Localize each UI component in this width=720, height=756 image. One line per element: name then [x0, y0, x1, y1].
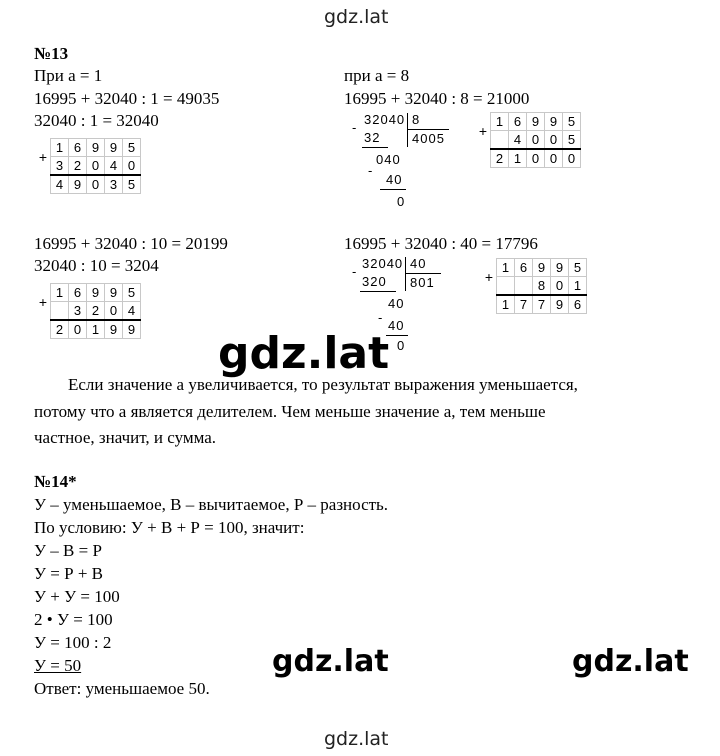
digit: 8	[533, 277, 551, 296]
digit: 1	[491, 113, 509, 131]
case1-expression: 16995 + 32040 : 1 = 49035	[34, 89, 220, 108]
digit: 1	[497, 259, 515, 277]
digit: 0	[123, 157, 141, 176]
result-digit: 2	[491, 149, 509, 168]
digit	[491, 131, 509, 150]
result-digit: 9	[69, 175, 87, 194]
result-digit: 0	[545, 149, 563, 168]
subtrahend: 40	[388, 318, 405, 333]
task14-title: №14*	[34, 472, 77, 491]
digit: 6	[509, 113, 527, 131]
subtrahend: 40	[386, 172, 403, 187]
digit: 9	[105, 284, 123, 302]
remainder: 0	[397, 194, 406, 209]
task14-line: 2 • У = 100	[34, 610, 113, 629]
case1-division: 32040 : 1 = 32040	[34, 111, 159, 130]
plus-sign: +	[38, 148, 48, 165]
case3-division: 32040 : 10 = 3204	[34, 256, 159, 275]
remainder: 0	[397, 338, 406, 353]
case2-expression: 16995 + 32040 : 8 = 21000	[344, 89, 530, 108]
case1-condition: При a = 1	[34, 66, 103, 85]
task14-line: По условию: У + В + Р = 100, значит:	[34, 518, 305, 537]
task14-line: У – уменьшаемое, В – вычитаемое, Р – разность.	[34, 495, 389, 514]
plus-sign: +	[478, 122, 488, 139]
result-digit: 0	[563, 149, 581, 168]
case4-column-addition	[482, 258, 587, 314]
result-digit: 1	[87, 320, 105, 339]
result-digit: 9	[105, 320, 123, 339]
result-digit: 5	[123, 175, 141, 194]
remainder: 40	[388, 296, 405, 311]
quotient: 801	[410, 275, 435, 290]
plus-sign: +	[38, 293, 48, 310]
digit: 3	[51, 157, 69, 176]
plus-sign: +	[484, 268, 494, 285]
digit: 4	[105, 157, 123, 176]
result-digit: 4	[51, 175, 69, 194]
minus-sign: -	[378, 310, 384, 325]
digit: 5	[563, 131, 581, 150]
digit: 9	[87, 284, 105, 302]
watermark-bottom: gdz.lat	[324, 728, 389, 750]
case3-column-addition	[36, 283, 141, 339]
task14-line: У – В = Р	[34, 541, 102, 560]
result-digit: 0	[87, 175, 105, 194]
digit: 6	[515, 259, 533, 277]
divisor: 40	[410, 256, 427, 271]
watermark-mid-right: gdz.lat	[572, 644, 689, 679]
minus-sign: -	[368, 163, 374, 178]
digit	[497, 277, 515, 296]
case4-long-division	[352, 256, 472, 356]
digit: 2	[69, 157, 87, 176]
result-digit: 3	[105, 175, 123, 194]
conclusion-line-1: Если значение a увеличивается, то результат выражения уменьшается,	[68, 375, 578, 394]
task14-answer: Ответ: уменьшаемое 50.	[34, 679, 210, 698]
digit: 9	[533, 259, 551, 277]
task13-title: №13	[34, 44, 69, 63]
digit: 9	[551, 259, 569, 277]
case2-condition: при a = 8	[344, 66, 410, 85]
digit: 9	[545, 113, 563, 131]
dividend: 32040	[364, 112, 406, 127]
subtrahend: 32	[364, 130, 381, 145]
conclusion-line-2: потому что a является делителем. Чем меньше значение a, тем меньше	[34, 402, 546, 421]
digit: 6	[69, 139, 87, 157]
digit: 3	[69, 302, 87, 321]
digit	[515, 277, 533, 296]
remainder: 040	[376, 152, 401, 167]
digit: 6	[69, 284, 87, 302]
task14-result: У = 50	[34, 656, 82, 675]
digit: 1	[51, 284, 69, 302]
digit: 0	[105, 302, 123, 321]
digit	[51, 302, 69, 321]
case2-column-addition	[476, 112, 581, 168]
case3-expression: 16995 + 32040 : 10 = 20199	[34, 234, 228, 253]
digit: 0	[527, 131, 545, 150]
result-digit: 9	[551, 295, 569, 314]
subtrahend: 320	[362, 274, 387, 289]
result-digit: 1	[497, 295, 515, 314]
case2-long-division	[352, 112, 462, 212]
digit: 5	[563, 113, 581, 131]
digit: 5	[123, 284, 141, 302]
case4-expression: 16995 + 32040 : 40 = 17796	[344, 234, 538, 253]
digit: 4	[123, 302, 141, 321]
minus-sign: -	[352, 120, 358, 135]
task14-line: У = 100 : 2	[34, 633, 112, 652]
digit: 5	[123, 139, 141, 157]
task14-line: У + У = 100	[34, 587, 120, 606]
result-digit: 6	[569, 295, 587, 314]
digit: 9	[527, 113, 545, 131]
digit: 0	[545, 131, 563, 150]
watermark-top: gdz.lat	[324, 6, 389, 28]
result-digit: 9	[123, 320, 141, 339]
digit: 1	[51, 139, 69, 157]
watermark-center: gdz.lat	[218, 328, 390, 379]
task14-line: У = Р + В	[34, 564, 104, 583]
result-digit: 2	[51, 320, 69, 339]
case1-column-addition	[36, 138, 141, 194]
minus-sign: -	[352, 264, 358, 279]
digit: 5	[569, 259, 587, 277]
digit: 1	[569, 277, 587, 296]
result-digit: 7	[515, 295, 533, 314]
result-digit: 7	[533, 295, 551, 314]
digit: 9	[87, 139, 105, 157]
digit: 9	[105, 139, 123, 157]
digit: 0	[551, 277, 569, 296]
watermark-mid-left: gdz.lat	[272, 644, 389, 679]
digit: 0	[87, 157, 105, 176]
digit: 4	[509, 131, 527, 150]
result-digit: 1	[509, 149, 527, 168]
quotient: 4005	[412, 131, 445, 146]
digit: 2	[87, 302, 105, 321]
result-digit: 0	[527, 149, 545, 168]
divisor: 8	[412, 112, 421, 127]
dividend: 32040	[362, 256, 404, 271]
result-digit: 0	[69, 320, 87, 339]
conclusion-line-3: частное, значит, и сумма.	[34, 428, 217, 447]
